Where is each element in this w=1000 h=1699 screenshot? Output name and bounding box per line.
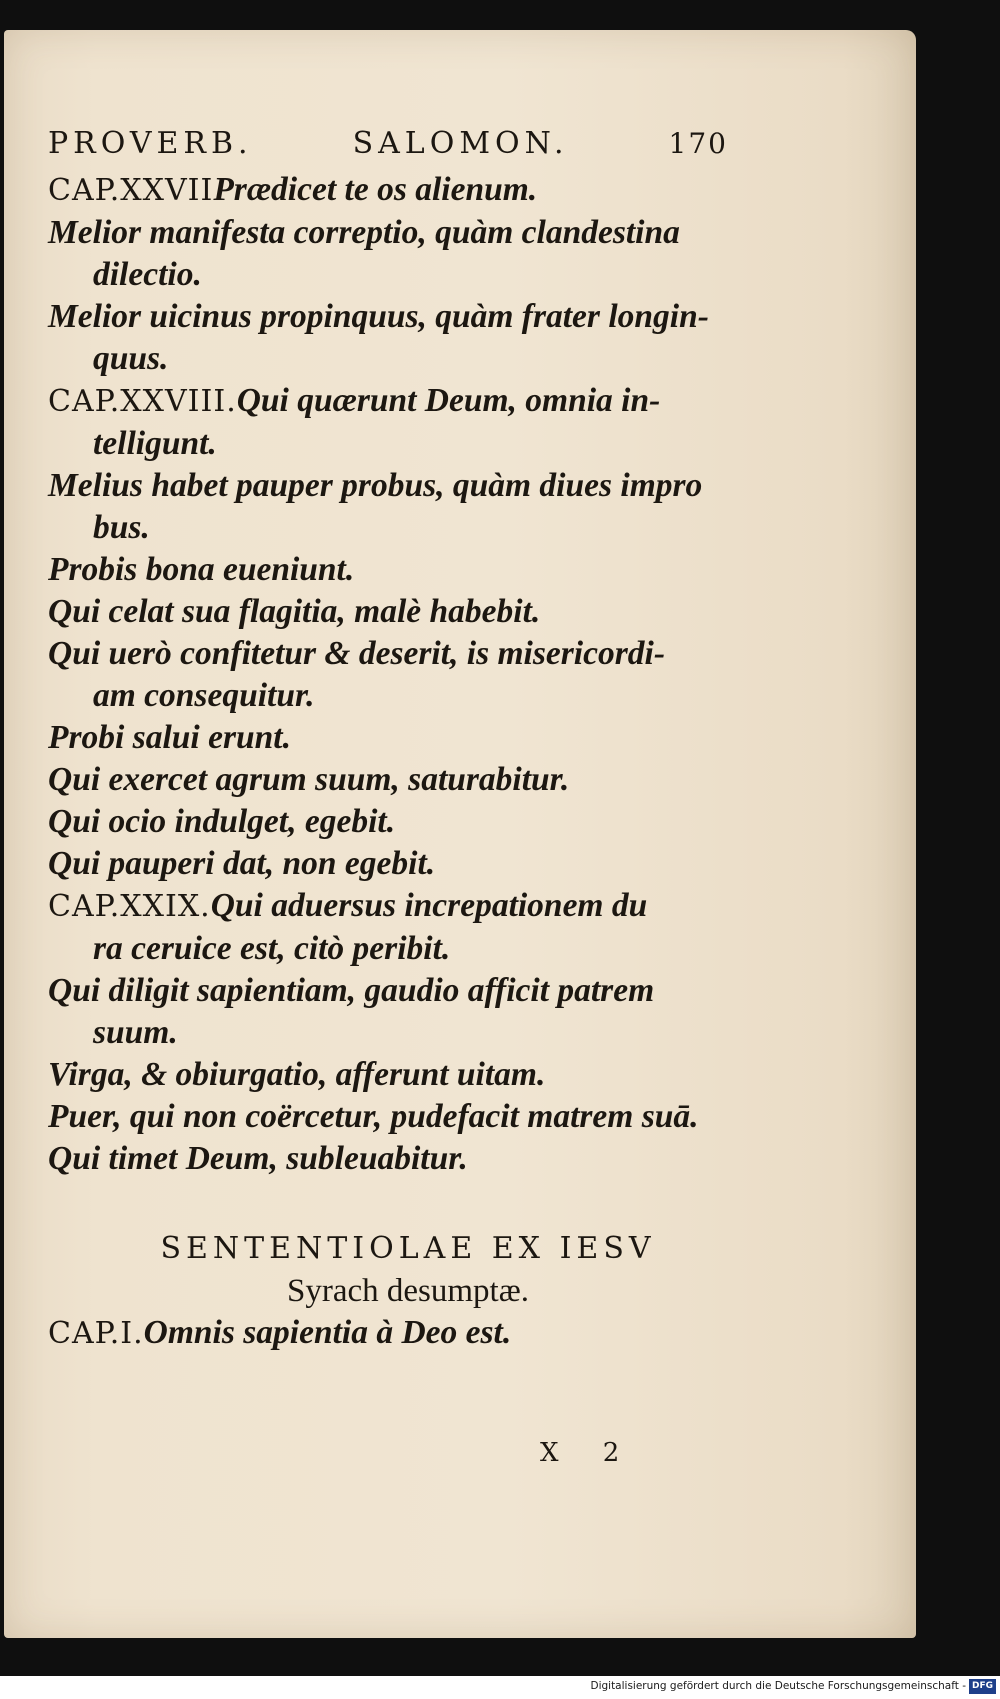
text-line [48,717,728,759]
running-head-left: PROVERB. [48,126,253,161]
line-text: telligunt. [93,425,217,462]
section-subtitle: Syrach desumptæ. [287,1273,529,1309]
chapter-label: CAP.XXIX. [48,889,211,924]
line-text: Qui quærunt Deum, omnia in- [236,382,661,419]
text-line [48,465,728,507]
line-text: Melius habet pauper probus, quàm diues impro [48,467,703,504]
line-text: Probi salui erunt. [48,719,291,756]
footer-credit: Digitalisierung gefördert durch die Deutsche Forschungsgemeinschaft - [590,1680,966,1692]
text-line [48,296,728,338]
text-line [48,970,728,1012]
continuation-line [48,507,728,549]
line-text: Qui timet Deum, subleuabitur. [48,1140,468,1177]
line-text: ra ceruice est, citò peribit. [93,930,451,967]
line-text: Melior manifesta correptio, quàm clandestina [48,214,680,251]
line-text: Qui uerò confitetur & deserit, is misericordi- [48,635,665,672]
continuation-line [48,675,728,717]
line-text: Qui ocio indulget, egebit. [48,803,396,840]
text-line [48,885,728,928]
text-line [48,633,728,675]
text-line [48,549,728,591]
line-text: Virga, & obiurgatio, afferunt uitam. [48,1056,546,1093]
line-text: Puer, qui non coërcetur, pudefacit matrem suā. [48,1098,699,1135]
text-line [48,380,728,423]
chapter-label: CAP.XXVII [48,173,214,208]
continuation-line [48,338,728,380]
chapter-label: CAP.I. [48,1316,144,1351]
folio-number: 170 [668,127,728,160]
section-gap [48,1180,728,1228]
line-text: suum. [93,1014,178,1051]
running-head [48,126,728,161]
line-text: am consequitur. [93,677,315,714]
line-text: Qui diligit sapientiam, gaudio afficit patrem [48,972,655,1009]
text-line [48,212,728,254]
line-text: Qui exercet agrum suum, saturabitur. [48,761,570,798]
line-text: Prædicet te os alienum. [213,171,538,208]
line-text: Qui aduersus increpationem du [210,887,648,924]
text-line [48,169,728,212]
line-text: Omnis sapientia à Deo est. [143,1314,512,1351]
line-text: Melior uicinus propinquus, quàm frater longin- [48,298,709,335]
footer-bar [0,1676,1000,1699]
text-line [48,759,728,801]
text-lines [48,169,728,1180]
text-line [48,591,728,633]
running-head-center: SALOMON. [352,126,569,161]
text-line [48,801,728,843]
line-text: Qui pauperi dat, non egebit. [48,845,436,882]
dfg-logo: DFG [969,1679,996,1694]
book-page [4,30,916,1638]
line-text: quus. [93,340,169,377]
last-line [48,1312,728,1355]
line-text: dilectio. [93,256,202,293]
line-text: Qui celat sua flagitia, malè habebit. [48,593,541,630]
chapter-label: CAP.XXVIII. [48,384,237,419]
continuation-line [48,423,728,465]
text-line [48,1138,728,1180]
signature-mark: X 2 [540,1438,638,1468]
line-text: Probis bona eueniunt. [48,551,355,588]
continuation-line [48,1012,728,1054]
text-line [48,1054,728,1096]
line-text: bus. [93,509,150,546]
continuation-line [48,254,728,296]
continuation-line [48,928,728,970]
text-line [48,1096,728,1138]
section-title: SENTENTIOLAE EX IESV [160,1231,656,1266]
text-line [48,843,728,885]
page-text-block [48,126,728,1355]
